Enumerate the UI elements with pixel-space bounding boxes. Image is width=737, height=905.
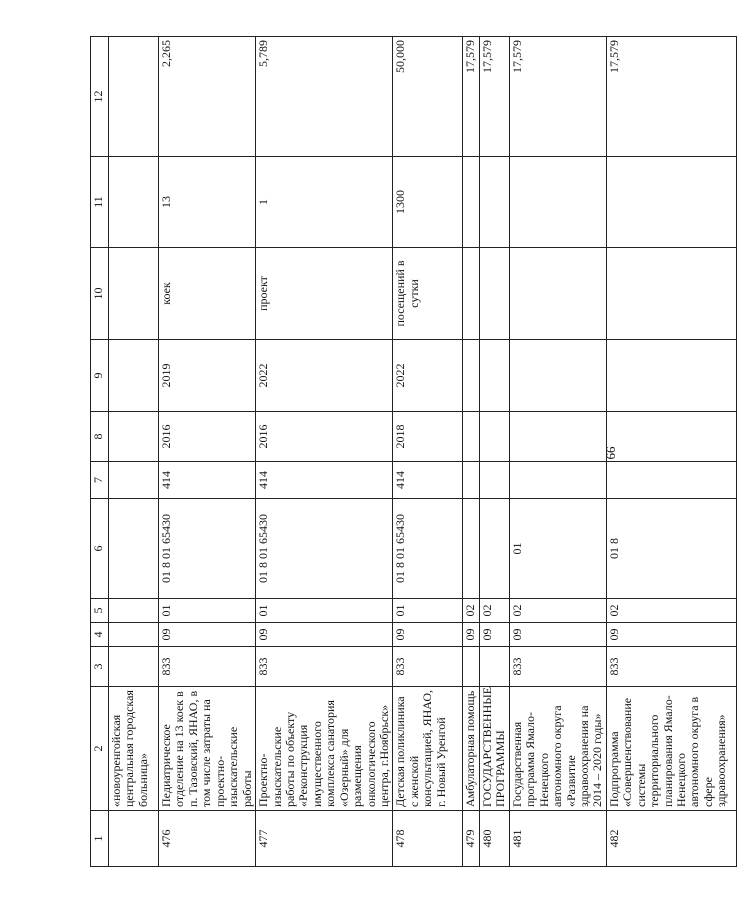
subsection-code-cell: 02 xyxy=(479,599,509,623)
target-article-cell: 01 xyxy=(509,499,606,599)
capacity-unit-cell xyxy=(479,248,509,340)
department-code-cell: 833 xyxy=(256,647,393,687)
row-number-cell: 478 xyxy=(393,811,463,867)
amount-cell: 17,579 xyxy=(463,37,479,157)
capacity-value-cell xyxy=(463,157,479,248)
column-number: 3 xyxy=(91,647,109,687)
table-row xyxy=(509,37,606,867)
row-number-cell: 480 xyxy=(479,811,509,867)
target-article-cell xyxy=(109,499,159,599)
row-number-cell: 482 xyxy=(606,811,736,867)
department-code-cell: 833 xyxy=(393,647,463,687)
start-year-cell xyxy=(509,412,606,462)
start-year-cell: 2016 xyxy=(159,412,256,462)
capacity-unit-cell: коек xyxy=(159,248,256,340)
amount-cell: 17,579 xyxy=(509,37,606,157)
section-code-cell: 09 xyxy=(159,623,256,647)
column-number: 2 xyxy=(91,687,109,811)
expense-type-cell xyxy=(509,462,606,499)
table-row xyxy=(479,37,509,867)
subsection-code-cell: 02 xyxy=(509,599,606,623)
column-number-row xyxy=(91,37,109,867)
rotated-sheet xyxy=(90,37,729,867)
amount-cell xyxy=(109,37,159,157)
column-number: 4 xyxy=(91,623,109,647)
column-number: 11 xyxy=(91,157,109,248)
table-row xyxy=(393,37,463,867)
amount-cell: 17,579 xyxy=(606,37,736,157)
item-name-cell: «новоуренгойская центральная городская больница» xyxy=(109,687,159,811)
capacity-unit-cell: проект xyxy=(256,248,393,340)
item-name-cell: Педиатрическое отделение на 13 коек в п. Тазовский, ЯНАО, в том числе затраты на проектно-изыскательские работы xyxy=(159,687,256,811)
subsection-code-cell xyxy=(109,599,159,623)
start-year-cell xyxy=(606,412,736,462)
department-code-cell xyxy=(463,647,479,687)
capacity-unit-cell xyxy=(509,248,606,340)
capacity-value-cell xyxy=(606,157,736,248)
column-number: 12 xyxy=(91,37,109,157)
item-name-cell: Подпрограмма «Совершенствование системы территориального планирования Ямало-Ненецкого автономного округа в сфере здравоохранения» xyxy=(606,687,736,811)
end-year-cell xyxy=(509,340,606,412)
subsection-code-cell: 02 xyxy=(606,599,736,623)
table-row xyxy=(463,37,479,867)
subsection-code-cell: 01 xyxy=(256,599,393,623)
column-number: 1 xyxy=(91,811,109,867)
amount-cell: 17,579 xyxy=(479,37,509,157)
section-code-cell: 09 xyxy=(606,623,736,647)
subsection-code-cell: 02 xyxy=(463,599,479,623)
capacity-value-cell: 13 xyxy=(159,157,256,248)
budget-table xyxy=(90,36,737,867)
target-article-cell xyxy=(479,499,509,599)
section-code-cell: 09 xyxy=(256,623,393,647)
target-article-cell: 01 8 01 65430 xyxy=(256,499,393,599)
row-number-cell: 481 xyxy=(509,811,606,867)
item-name-cell: Проектно-изыскательские работы по объекту «Реконструкция имущественного комплекса санатория «Озерный» для размещения онкологического центра, г.Ноябрьск» xyxy=(256,687,393,811)
end-year-cell: 2022 xyxy=(256,340,393,412)
amount-cell: 50,000 xyxy=(393,37,463,157)
start-year-cell: 2016 xyxy=(256,412,393,462)
column-number: 9 xyxy=(91,340,109,412)
department-code-cell xyxy=(479,647,509,687)
amount-cell: 2,265 xyxy=(159,37,256,157)
row-number-cell: 477 xyxy=(256,811,393,867)
start-year-cell xyxy=(479,412,509,462)
department-code-cell: 833 xyxy=(509,647,606,687)
item-name-cell: Детская поликлиника с женской консультацией, ЯНАО, г. Новый Уренгой xyxy=(393,687,463,811)
capacity-unit-cell xyxy=(606,248,736,340)
start-year-cell xyxy=(463,412,479,462)
end-year-cell xyxy=(606,340,736,412)
start-year-cell: 2018 xyxy=(393,412,463,462)
department-code-cell xyxy=(109,647,159,687)
row-number-cell: 476 xyxy=(159,811,256,867)
capacity-value-cell xyxy=(479,157,509,248)
page-number: 66 xyxy=(603,446,618,460)
section-code-cell xyxy=(109,623,159,647)
amount-cell: 5,789 xyxy=(256,37,393,157)
subsection-code-cell: 01 xyxy=(393,599,463,623)
expense-type-cell xyxy=(463,462,479,499)
end-year-cell xyxy=(463,340,479,412)
capacity-unit-cell xyxy=(109,248,159,340)
column-number: 6 xyxy=(91,499,109,599)
capacity-value-cell: 1300 xyxy=(393,157,463,248)
section-code-cell: 09 xyxy=(509,623,606,647)
end-year-cell xyxy=(109,340,159,412)
item-name-cell: ГОСУДАРСТВЕННЫЕ ПРОГРАММЫ xyxy=(479,687,509,811)
row-number-cell xyxy=(109,811,159,867)
expense-type-cell xyxy=(479,462,509,499)
column-number: 7 xyxy=(91,462,109,499)
capacity-unit-cell: посещений в сутки xyxy=(393,248,463,340)
column-number: 5 xyxy=(91,599,109,623)
department-code-cell: 833 xyxy=(606,647,736,687)
column-number: 10 xyxy=(91,248,109,340)
column-number: 8 xyxy=(91,412,109,462)
end-year-cell: 2019 xyxy=(159,340,256,412)
capacity-value-cell xyxy=(109,157,159,248)
subsection-code-cell: 01 xyxy=(159,599,256,623)
expense-type-cell xyxy=(606,462,736,499)
capacity-value-cell xyxy=(509,157,606,248)
target-article-cell: 01 8 xyxy=(606,499,736,599)
table-row xyxy=(159,37,256,867)
item-name-cell: Государственная программа Ямало-Ненецкого автономного округа «Развитие здравоохранения на 2014 – 2020 годы» xyxy=(509,687,606,811)
expense-type-cell: 414 xyxy=(159,462,256,499)
table-row xyxy=(606,37,736,867)
capacity-value-cell: 1 xyxy=(256,157,393,248)
section-code-cell: 09 xyxy=(463,623,479,647)
expense-type-cell xyxy=(109,462,159,499)
target-article-cell: 01 8 01 65430 xyxy=(393,499,463,599)
start-year-cell xyxy=(109,412,159,462)
expense-type-cell: 414 xyxy=(256,462,393,499)
end-year-cell xyxy=(479,340,509,412)
item-name-cell: Амбулаторная помощь xyxy=(463,687,479,811)
expense-type-cell: 414 xyxy=(393,462,463,499)
row-number-cell: 479 xyxy=(463,811,479,867)
table-row xyxy=(109,37,159,867)
end-year-cell: 2022 xyxy=(393,340,463,412)
target-article-cell: 01 8 01 65430 xyxy=(159,499,256,599)
capacity-unit-cell xyxy=(463,248,479,340)
section-code-cell: 09 xyxy=(479,623,509,647)
target-article-cell xyxy=(463,499,479,599)
table-row xyxy=(256,37,393,867)
department-code-cell: 833 xyxy=(159,647,256,687)
section-code-cell: 09 xyxy=(393,623,463,647)
